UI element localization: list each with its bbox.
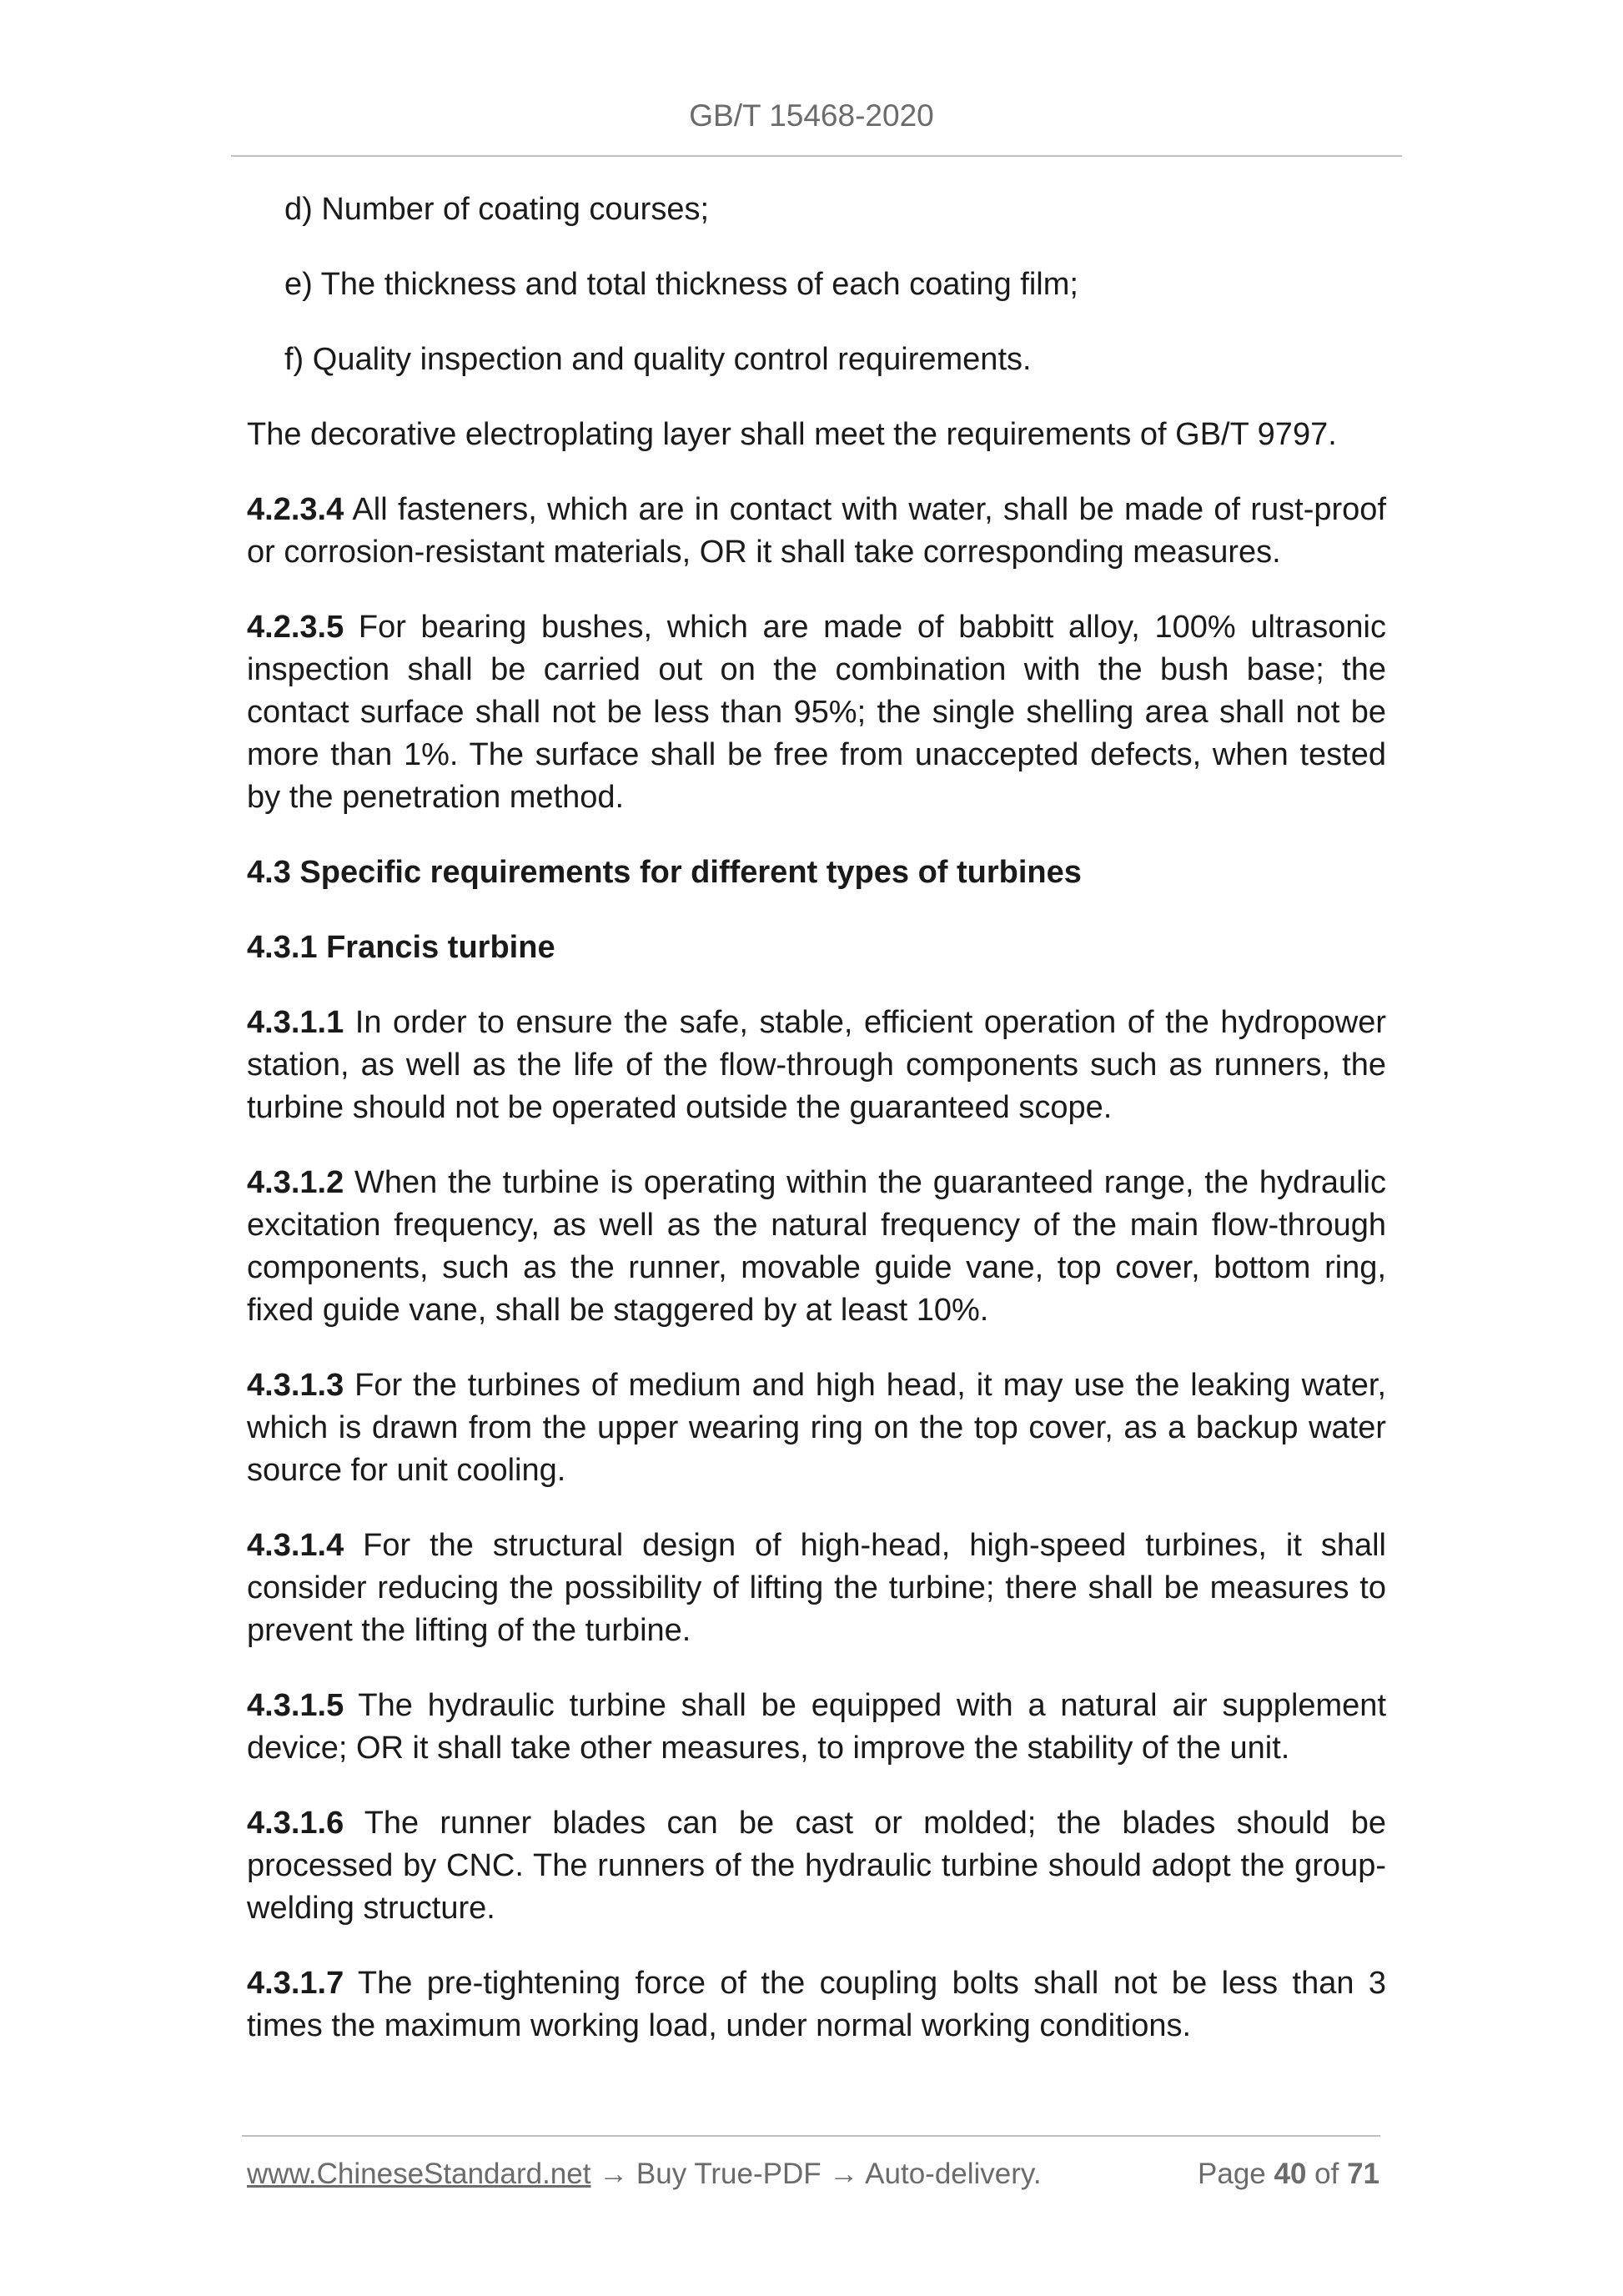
clause-number: 4.3.1.3 [247,1368,344,1403]
clause-number: 4.3.1.2 [247,1165,344,1200]
clause-text: For bearing bushes, which are made of babbitt alloy, 100% ultrasonic inspection shall be carried out on the combination with the bush base; the contact surface shall not be less than 95%; the single shelling area shall not be more than 1%. The surface shall be free from unaccepted defects, when tested by the penetration method. [247,610,1386,815]
clause-number: 4.3.1.4 [247,1528,344,1563]
clause-4-3-1-7 [247,1962,1386,2047]
clause-text: For the turbines of medium and high head, it may use the leaking water, which is drawn from the upper wearing ring on the top cover, as a backup water source for unit cooling. [247,1368,1386,1488]
page-number [1198,2158,1379,2191]
clause-4-3-1-3 [247,1364,1386,1492]
clause-text: All fasteners, which are in contact with water, shall be made of rust-proof or corrosion-resistant materials, OR it shall take corresponding measures. [247,492,1386,570]
clause-number: 4.3.1.6 [247,1806,344,1841]
clause-text: When the turbine is operating within the guaranteed range, the hydraulic excitation frequency, as well as the natural frequency of the main flow-through components, such as the runner, movable guide vane, top cover, bottom ring, fixed guide vane, shall be staggered by at least 10%. [247,1165,1386,1328]
page-header-standard-id: GB/T 15468-2020 [689,98,934,133]
list-item-f: f) Quality inspection and quality control requirements. [284,342,1032,377]
page-label: Page [1198,2158,1274,2190]
clause-number: 4.3.1.7 [247,1966,344,2001]
clause-number: 4.2.3.5 [247,610,344,645]
footer-divider [242,2135,1380,2137]
section-heading-4-3: 4.3 Specific requirements for different types of turbines [247,855,1082,890]
page-content [247,188,1386,2080]
clause-4-2-3-4 [247,489,1386,574]
clause-4-3-1-4 [247,1525,1386,1652]
footer-promo-text: → Buy True-PDF → Auto-delivery. [590,2158,1042,2190]
page-total: 71 [1347,2158,1379,2190]
clause-text: The hydraulic turbine shall be equipped with a natural air supplement device; OR it shall take other measures, to improve the stability of the unit. [247,1688,1386,1766]
list-item-e: e) The thickness and total thickness of each coating film; [284,267,1078,302]
header-divider [231,155,1402,157]
clause-4-3-1-2 [247,1162,1386,1332]
decorative-electroplating-sentence: The decorative electroplating layer shall meet the requirements of GB/T 9797. [247,417,1337,452]
page-of-label: of [1306,2158,1348,2190]
clause-4-3-1-6 [247,1802,1386,1930]
clause-4-3-1-5 [247,1685,1386,1770]
clause-4-2-3-5 [247,606,1386,819]
site-link[interactable]: www.ChineseStandard.net [247,2158,591,2190]
clause-text: In order to ensure the safe, stable, efficient operation of the hydropower station, as well as the life of the flow-through components such as runners, the turbine should not be operated outside the guaranteed scope. [247,1005,1386,1125]
section-heading-4-3-1: 4.3.1 Francis turbine [247,930,555,965]
page-current: 40 [1274,2158,1307,2190]
clause-number: 4.3.1.5 [247,1688,344,1723]
clause-text: The runner blades can be cast or molded; the blades should be processed by CNC. The runners of the hydraulic turbine should adopt the group-welding structure. [247,1806,1386,1926]
footer-promo [247,2158,1042,2191]
clause-4-3-1-1 [247,1002,1386,1129]
clause-number: 4.2.3.4 [247,492,344,527]
list-item-d: d) Number of coating courses; [284,192,710,227]
clause-text: The pre-tightening force of the coupling bolts shall not be less than 3 times the maximum working load, under normal working conditions. [247,1966,1386,2043]
clause-number: 4.3.1.1 [247,1005,344,1040]
clause-text: For the structural design of high-head, high-speed turbines, it shall consider reducing the possibility of lifting the turbine; there shall be measures to prevent the lifting of the turbine. [247,1528,1386,1648]
